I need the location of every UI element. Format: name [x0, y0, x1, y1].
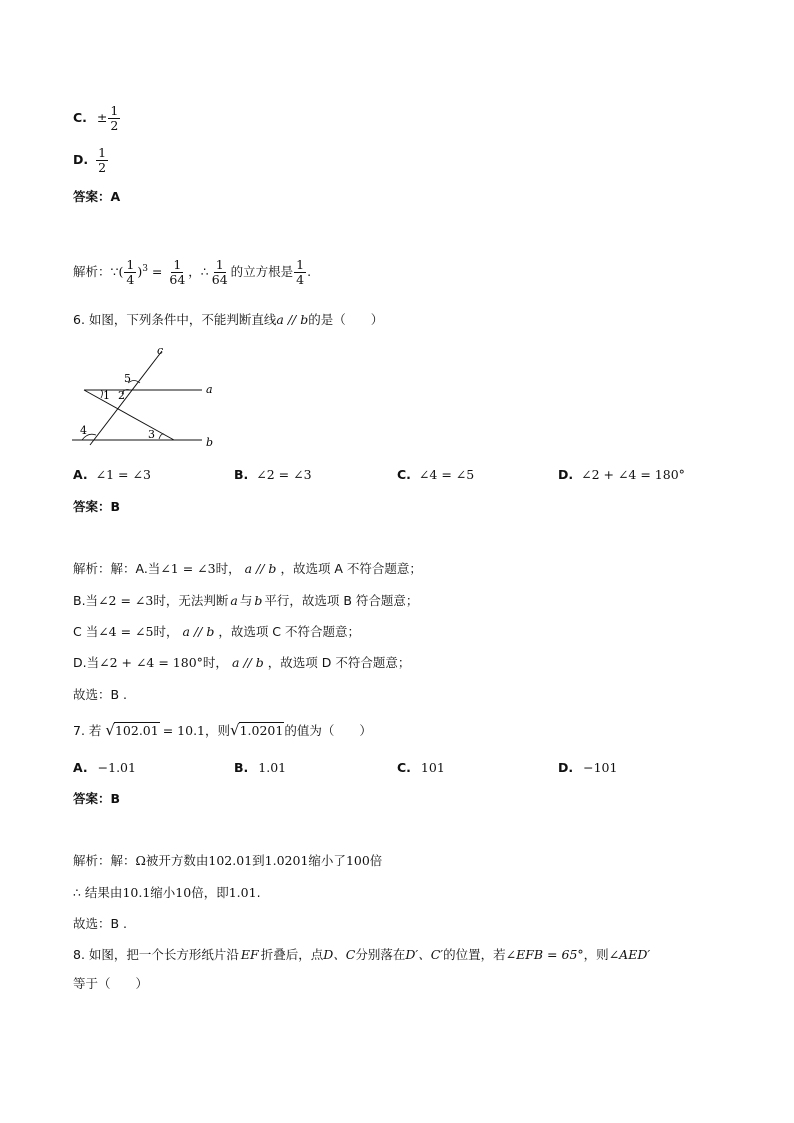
- q5-option-c: C. ± $\frac{1}{2}$: [73, 103, 119, 133]
- q7-option-b[interactable]: B. 1.01: [234, 760, 287, 775]
- angle-2-label: 2: [118, 389, 125, 402]
- q7-explanation-line-1: 解析：解：Ω被开方数由102.01到1.0201缩小了100倍: [73, 853, 383, 868]
- q5-answer: 答案：A: [73, 189, 121, 204]
- q7-option-a[interactable]: A. −1.01: [73, 760, 136, 775]
- q5-option-d: D. $\frac{1}{2}$: [73, 145, 107, 175]
- q6-explanation-line-2: B.当∠2 = ∠3时，无法判断 a 与 b 平行，故选项 B 符合题意；: [73, 593, 419, 608]
- q6-explanation-line-4: D.当∠2 + ∠4 = 180°时， a // b ，故选项 D 不符合题意；: [73, 655, 411, 670]
- q7-stem: 7. 若 √102.01 = 10.1，则√1.0201的值为（ ）: [73, 721, 372, 739]
- q6-option-c[interactable]: C. ∠4 = ∠5: [397, 467, 475, 482]
- q6-option-a[interactable]: A. ∠1 = ∠3: [73, 467, 151, 482]
- q7-option-d[interactable]: D. −101: [558, 760, 618, 775]
- q5-option-d-fraction: $\frac{1}{2}$: [98, 145, 107, 175]
- q7-option-c[interactable]: C. 101: [397, 760, 445, 775]
- q6-explanation-line-1: 解析：解：A.当∠1 = ∠3时， a // b ，故选项 A 不符合题意；: [73, 561, 422, 576]
- q7-explanation-line-2: ∴ 结果由10.1缩小10倍，即1.01.: [73, 885, 261, 900]
- q7-conclusion: 故选：B .: [73, 916, 128, 931]
- q8-stem-line-1: 8. 如图，把一个长方形纸片沿 EF 折叠后，点D、C分别落在D′、C′的位置，若∠EFB = 65°，则∠AED′: [73, 947, 651, 962]
- q6-stem: 6. 如图，下列条件中，不能判断直线a // b的是（ ）: [73, 312, 384, 327]
- label-b: b: [206, 436, 214, 449]
- q6-option-d[interactable]: D. ∠2 + ∠4 = 180°: [558, 467, 685, 482]
- q5-option-c-fraction: $\frac{1}{2}$: [110, 103, 119, 133]
- q6-figure: [68, 342, 228, 450]
- q6-answer: 答案：B: [73, 499, 121, 514]
- label-a: a: [206, 383, 213, 396]
- angle-1-label: 1: [103, 389, 110, 402]
- because-icon: Ω: [135, 853, 146, 868]
- q7-answer: 答案：B: [73, 791, 121, 806]
- angle-4-label: 4: [80, 424, 87, 437]
- transversal: [84, 390, 174, 440]
- q5-explanation: 解析：∵( $\frac{1}{4}$ )$^3$ = $\frac{1}{64}$ ，∴ $\frac{1}{64}$ 的立方根是 $\frac{1}{4}$ .: [73, 257, 312, 287]
- label-c: c: [157, 344, 164, 357]
- q6-explanation-line-3: C 当∠4 = ∠5时， a // b ，故选项 C 不符合题意；: [73, 624, 361, 639]
- q6-conclusion: 故选：B .: [73, 687, 128, 702]
- angle-3-label: 3: [148, 428, 155, 441]
- q8-stem-line-2: 等于（ ）: [73, 976, 149, 991]
- q6-option-b[interactable]: B. ∠2 = ∠3: [234, 467, 312, 482]
- angle-5-label: 5: [124, 372, 131, 385]
